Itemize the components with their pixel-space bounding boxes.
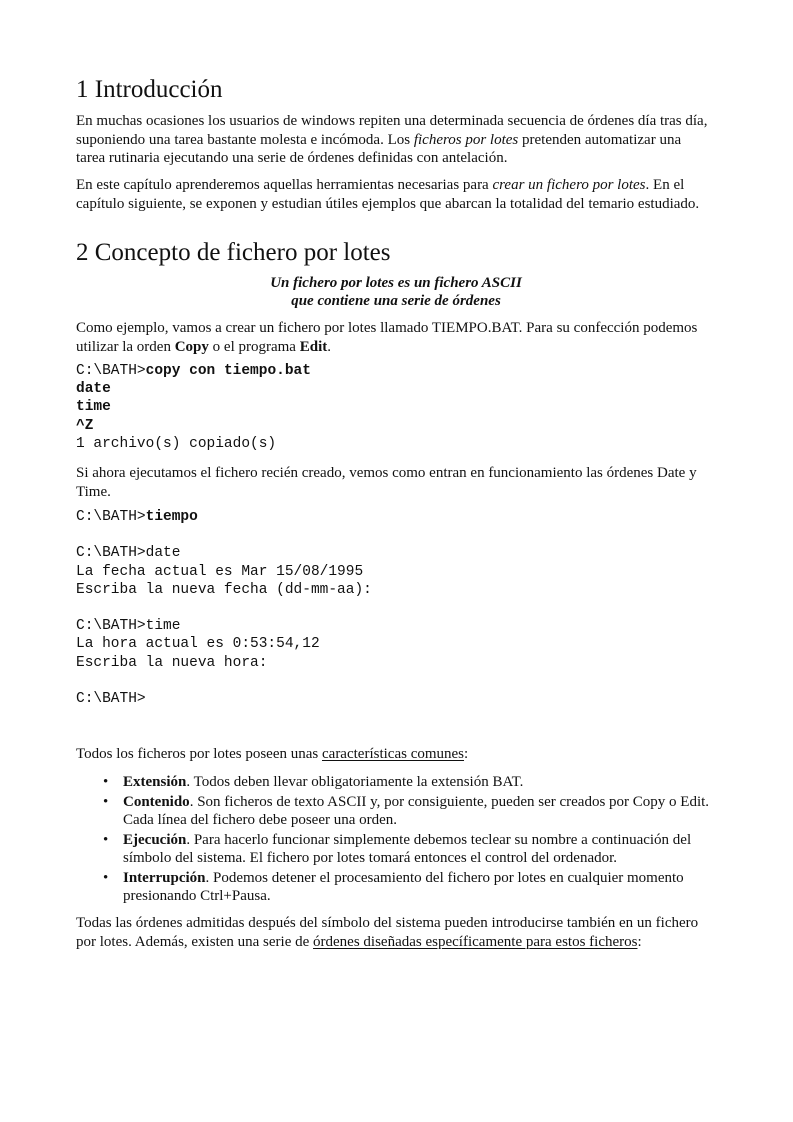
text: .	[327, 338, 331, 355]
emphasis-text: crear un fichero por lotes	[492, 177, 646, 193]
orders-paragraph	[76, 914, 708, 951]
code-line: C:\BATH>time	[76, 618, 181, 635]
list-text: . Para hacerlo funcionar simplemente debemos teclear su nombre a continuación del símbolo del sistema. El fichero por lotes tomará entonces el control del ordenador.	[123, 831, 692, 866]
text: Como ejemplo, vamos a crear un fichero por lotes llamado TIEMPO.BAT. Para su confección podemos utilizar la orden	[76, 320, 698, 355]
code-command: copy con tiempo.bat	[145, 363, 311, 379]
code-line: ^Z	[76, 417, 94, 434]
intro-paragraph-2	[76, 176, 708, 213]
emphasis-text: ficheros por lotes	[413, 131, 519, 148]
code-line: Escriba la nueva hora:	[76, 654, 268, 671]
list-text: . Son ficheros de texto ASCII y, por consiguiente, pueden ser creados por Copy o Edit. Cada línea del fichero debe poseer una orden.	[123, 793, 710, 828]
underlined-term: órdenes diseñadas específicamente para estos ficheros	[313, 933, 638, 950]
text: En muchas ocasiones los usuarios de windows repiten una determinada secuencia de órdenes día tras día, suponiendo una tarea bastante molesta e incómoda. Los	[76, 113, 708, 148]
text: :	[637, 933, 642, 950]
code-block-run	[76, 508, 372, 708]
list-item	[76, 869, 716, 906]
text: Todos los ficheros por lotes poseen unas	[76, 746, 322, 762]
text: En este capítulo aprenderemos aquellas herramientas necesarias para	[76, 177, 493, 193]
code-line: C:\BATH>date	[76, 545, 181, 562]
code-line: La hora actual es 0:53:54,12	[76, 636, 320, 653]
bold-text: Edit	[299, 338, 328, 355]
underlined-term: características comunes	[322, 746, 465, 762]
code-command: tiempo	[145, 509, 198, 525]
intro-paragraph-1	[76, 112, 708, 168]
list-item	[76, 793, 716, 830]
list-item	[76, 831, 716, 868]
text: pretenden automatizar una tarea rutinaria ejecutando una serie de órdenes definidas con antelación.	[76, 131, 682, 166]
section-2-heading: 2 Concepto de fichero por lotes	[76, 239, 391, 266]
list-term: Extensión	[123, 774, 187, 790]
list-term: Interrupción	[123, 869, 206, 886]
code-line: La fecha actual es Mar 15/08/1995	[76, 563, 364, 580]
code-line: C:\BATH>	[76, 691, 146, 708]
execution-paragraph: Si ahora ejecutamos el fichero recién creado, vemos como entran en funcionamiento las órdenes Date y Time.	[76, 465, 697, 500]
section-1-heading: 1 Introducción	[76, 76, 223, 103]
list-item	[76, 773, 716, 792]
example-paragraph	[76, 319, 708, 356]
bullet-icon: •	[103, 869, 109, 886]
definition-line-1: Un fichero por lotes es un fichero ASCII	[270, 275, 522, 291]
bullet-icon: •	[103, 793, 109, 810]
code-line: Escriba la nueva fecha (dd-mm-aa):	[76, 581, 372, 598]
bold-text: Copy	[174, 338, 209, 355]
list-text: . Todos deben llevar obligatoriamente la extensión BAT.	[186, 774, 524, 790]
code-prompt: C:\BATH>	[76, 509, 146, 525]
text: Todas las órdenes admitidas después del símbolo del sistema pueden introducirse también en un fichero por lotes. Además, existen una serie de	[76, 915, 699, 950]
code-line: time	[76, 399, 111, 416]
bullet-icon: •	[103, 831, 109, 848]
code-output: 1 archivo(s) copiado(s)	[76, 435, 277, 452]
features-list	[76, 773, 716, 907]
code-line: date	[76, 381, 111, 398]
bullet-icon: •	[103, 774, 109, 790]
text: . En el capítulo siguiente, se exponen y estudian útiles ejemplos que abarcan la totalidad del temario estudiado.	[76, 177, 700, 212]
code-block-copy	[76, 362, 311, 453]
common-features-paragraph	[76, 745, 708, 764]
text: :	[464, 746, 469, 762]
list-text: . Podemos detener el procesamiento del fichero por lotes en cualquier momento presionando Ctrl+Pausa.	[123, 869, 684, 904]
list-term: Contenido	[123, 793, 190, 810]
code-prompt: C:\BATH>	[76, 363, 146, 379]
list-term: Ejecución	[123, 831, 187, 848]
definition-line-2: que contiene una serie de órdenes	[291, 293, 501, 309]
text: o el programa	[208, 338, 300, 355]
